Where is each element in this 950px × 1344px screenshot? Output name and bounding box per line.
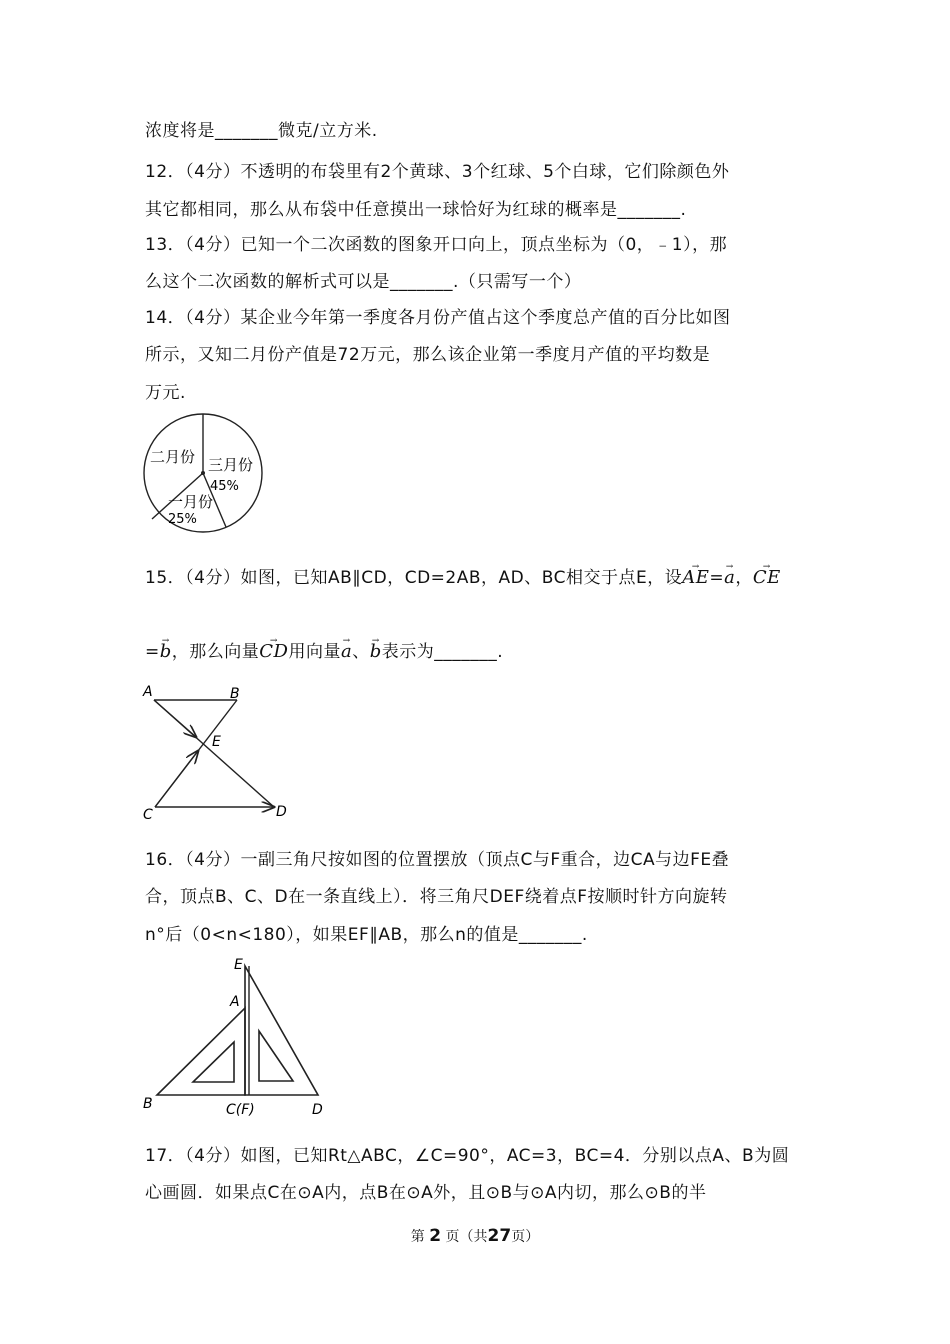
q12-line-2: 其它都相同，那么从布袋中任意摸出一球恰好为红球的概率是_______.	[145, 200, 687, 220]
q16-figure	[138, 952, 338, 1122]
pie-pct-jan: 25%	[168, 512, 197, 527]
q14-line-2: 所示，又知二月份产值是72万元，那么该企业第一季度月产值的平均数是	[145, 345, 711, 365]
vector-b: → b	[160, 640, 172, 664]
vector-cd: → CD	[259, 640, 288, 664]
q13-line-1: 13．（4分）已知一个二次函数的图象开口向上，顶点坐标为（0，﹣1），那	[145, 235, 728, 255]
q15-text-mid1: ，那么向量	[171, 642, 260, 662]
q16-line-3: n°后（0<n<180），如果EF∥AB，那么n的值是_______.	[145, 925, 588, 945]
pie-pct-mar: 45%	[210, 479, 239, 494]
vector-ae-arrow	[154, 700, 196, 737]
vector-ae: → AE	[682, 566, 709, 590]
q15-text-mid2: 用向量	[288, 642, 341, 662]
vector-ce: → CE	[753, 566, 781, 590]
pie-label-feb: 二月份	[150, 448, 196, 466]
pie-center	[201, 471, 205, 475]
triangle-def	[245, 966, 318, 1095]
q15-eq: =	[145, 642, 160, 662]
q15-text-post: 表示为_______.	[381, 642, 504, 662]
q15-figure	[138, 682, 298, 827]
vector-a: → a	[724, 566, 735, 590]
label-d: D	[276, 804, 287, 820]
label-a: A	[230, 994, 240, 1010]
pie-label-mar: 三月份	[208, 456, 254, 474]
vector-b-2: → b	[370, 640, 382, 664]
q15-text-pre: 15．（4分）如图，已知AB∥CD，CD=2AB，AD、BC相交于点E，设	[145, 568, 683, 588]
q15-line-2	[145, 640, 503, 664]
vector-ce-arrow	[155, 751, 198, 807]
pie-label-jan: 一月份	[168, 493, 214, 511]
q16-line-1: 16．（4分）一副三角尺按如图的位置摆放（顶点C与F重合，边CA与边FE叠	[145, 850, 730, 870]
pie-chart-figure	[140, 412, 270, 537]
triangle-abc-inner	[193, 1042, 234, 1082]
q15-line-1: 15．（4分）如图，已知AB∥CD，CD=2AB，AD、BC相交于点E，设→ AE=→ a，→ CE	[145, 566, 781, 590]
page-number: 2	[429, 1226, 442, 1246]
label-cf: C(F)	[226, 1102, 255, 1118]
vector-a-2: → a	[341, 640, 352, 664]
label-c: C	[143, 807, 153, 823]
label-d: D	[312, 1102, 323, 1118]
footer-mid: 页（共	[445, 1229, 488, 1245]
label-a: A	[143, 684, 153, 700]
label-e: E	[212, 734, 221, 750]
q17-line-1: 17．（4分）如图，已知Rt△ABC，∠C=90°，AC=3，BC=4．分别以点A、B为圆	[145, 1146, 790, 1166]
footer-pre: 第	[410, 1229, 425, 1245]
q12-line-1: 12．（4分）不透明的布袋里有2个黄球、3个红球、5个白球，它们除颜色外	[145, 162, 730, 182]
page-footer	[0, 1226, 950, 1246]
q14-line-3: 万元.	[145, 383, 186, 403]
page-total: 27	[487, 1226, 512, 1246]
q13-line-2: 么这个二次函数的解析式可以是_______.（只需写一个）	[145, 272, 582, 292]
q11-continuation: 浓度将是_______微克/立方米.	[145, 121, 378, 141]
label-b: B	[143, 1096, 153, 1112]
q14-line-1: 14．（4分）某企业今年第一季度各月份产值占这个季度总产值的百分比如图	[145, 308, 731, 328]
triangle-def-inner	[259, 1031, 293, 1081]
label-e: E	[234, 957, 243, 973]
q17-line-2: 心画圆．如果点C在⊙A内，点B在⊙A外，且⊙B与⊙A内切，那么⊙B的半	[145, 1183, 707, 1203]
q16-line-2: 合，顶点B、C、D在一条直线上）．将三角尺DEF绕着点F按顺时针方向旋转	[145, 887, 728, 907]
q15-text-mid3: 、	[352, 642, 370, 662]
label-b: B	[230, 686, 240, 702]
footer-post: 页）	[511, 1229, 540, 1245]
